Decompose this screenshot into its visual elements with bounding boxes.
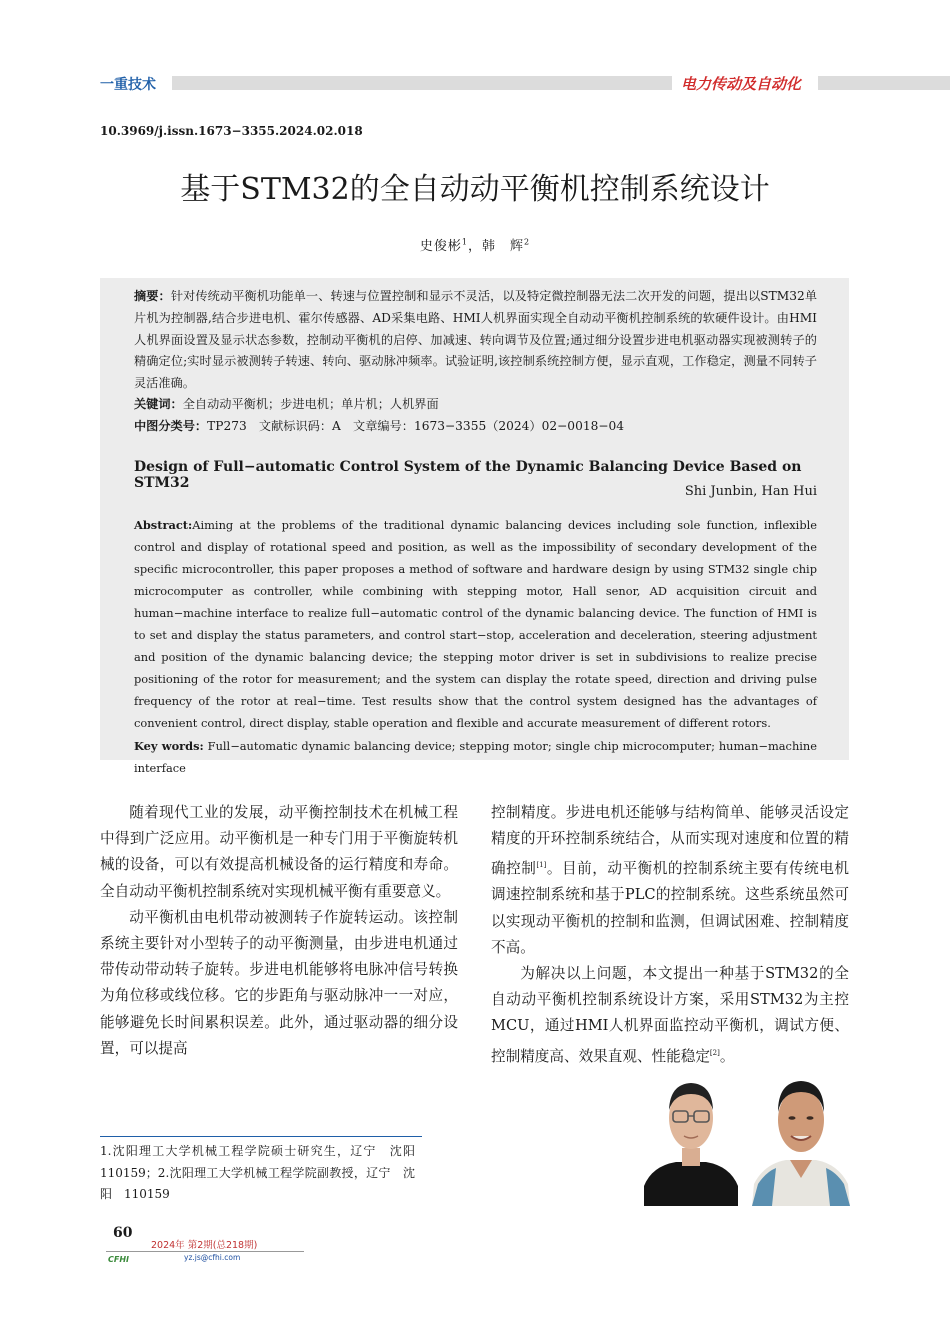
en-abstract-text: Aiming at the problems of the traditional dynamic balancing devices including sole function, inflexible control and display of rotational speed and position, as well as the impossibility of secondary development of the specific microcontroller, this paper proposes a method of software and hardware design by using STM32 single chip microcomputer as controller, while combining with stepping motor, Hall senor, AD acquisition circuit and human−machine interface to realize full−automatic control of the dynamic balancing device. The function of HMI is to set and display the status parameters, and control start−stop, acceleration and deceleration, steering adjustment and position of the dynamic balancing device; the stepping motor driver is set in subdivisions to realize precise positioning of the rotor for measurement; and the system can display the rotate speed, direction and driving pulse frequency of the rotor at real−time. Test results show that the control system designed has the advantages of convenient control, direct display, stable operation and flexible and accurate measurement of different rotors. <box>134 518 817 730</box>
publisher-logo: CFHI <box>108 1255 130 1264</box>
section-label: 一重技术 <box>100 77 156 93</box>
cn-keywords-text: 全自动动平衡机；步进电机；单片机；人机界面 <box>182 397 439 411</box>
body-paragraph-3a: 控制精度。步进电机还能够与结构简单、能够灵活设定精度的开环控制系统结合，从而实现对速度和位置的精确控制 <box>491 804 849 878</box>
cn-keywords <box>134 394 817 416</box>
footnote-affiliations: 1.沈阳理工大学机械工程学院硕士研究生，辽宁 沈阳 110159；2.沈阳理工大学机械工程学院副教授，辽宁 沈阳 110159 <box>100 1144 428 1201</box>
issue-info: 2024年 第2期(总218期) <box>151 1240 258 1251</box>
contact-email[interactable]: yz.js@cfhi.com <box>184 1253 241 1262</box>
citation-2[interactable]: [2] <box>709 1048 720 1057</box>
author-2-affil: 2 <box>524 237 531 247</box>
author-separator: ， <box>467 239 482 254</box>
body-paragraph-4b: 。 <box>719 1047 735 1065</box>
body-column-left <box>100 800 458 1062</box>
body-paragraph-4 <box>491 961 849 1070</box>
header-bar-right <box>818 76 950 90</box>
body-column-right <box>491 800 849 1070</box>
footnote-rule <box>100 1136 422 1137</box>
authors <box>100 235 850 254</box>
cn-classification-label: 中图分类号： <box>134 419 208 433</box>
paper-title: 基于STM32的全自动动平衡机控制系统设计 <box>180 172 770 207</box>
doi: 10.3969/j.issn.1673−3355.2024.02.018 <box>100 124 363 138</box>
column-label: 电力传动及自动化 <box>681 75 802 93</box>
author-1-affil: 1 <box>461 237 468 247</box>
author-2: 韩 辉 <box>482 239 525 254</box>
cn-classification <box>134 416 817 438</box>
cn-keywords-label: 关键词： <box>134 397 183 411</box>
cn-abstract-text: 针对传统动平衡机功能单一、转速与位置控制和显示不灵活，以及特定微控制器无法二次开发的问题，提出以STM32单片机为控制器,结合步进电机、霍尔传感器、AD采集电路、HMI人机界面实现全自动动平衡机控制系统的软硬件设计。由HMI人机界面设置及显示状态参数，控制动平衡机的启停、加减速、转向调节及位置;通过细分设置步进电机驱动器实现被测转子的精确定位;实时显示被测转子转速、转向、驱动脉冲频率。试验证明,该控制系统控制方便，显示直观，工作稳定，测量不同转子灵活准确。 <box>134 289 818 391</box>
cn-abstract-label: 摘要： <box>134 289 171 303</box>
en-title: Design of Full−automatic Control System of the Dynamic Balancing Device Based on STM32 <box>134 459 802 491</box>
footer-rule <box>106 1251 304 1252</box>
body-paragraph-1: 随着现代工业的发展，动平衡控制技术在机械工程中得到广泛应用。动平衡机是一种专门用于平衡旋转机械的设备，可以有效提高机械设备的运行精度和寿命。全自动动平衡机控制系统对实现机械平衡有重要意义。 <box>100 804 458 900</box>
en-keywords-text: Full−automatic dynamic balancing device; stepping motor; single chip microcomputer; human−machine interface <box>134 739 817 775</box>
en-keywords-label: Key words: <box>134 739 204 753</box>
author-photo-2-image <box>752 1068 850 1206</box>
en-abstract-label: Abstract: <box>134 518 193 532</box>
en-abstract <box>134 514 817 734</box>
page-number: 60 <box>113 1225 133 1241</box>
body-paragraph-4a: 为解决以上问题，本文提出一种基于STM32的全自动动平衡机控制系统设计方案，采用STM32为主控MCU，通过HMI人机界面监控动平衡机，调试方便、控制精度高、效果直观、性能稳定 <box>491 965 849 1065</box>
cn-classification-text: TP273 文献标识码：A 文章编号：1673−3355（2024）02−0018−04 <box>207 419 625 433</box>
author-photo-2 <box>752 1068 850 1206</box>
author-photo-1-image <box>642 1068 740 1206</box>
body-paragraph-2: 动平衡机由电机带动被测转子作旋转运动。该控制系统主要针对小型转子的动平衡测量，由步进电机通过带传动带动转子旋转。步进电机能够将电脉冲信号转换为角位移或线位移。它的步距角与驱动脉冲一一对应，能够避免长时间累积误差。此外，通过驱动器的细分设置，可以提高 <box>100 908 458 1057</box>
en-keywords <box>134 735 817 779</box>
citation-1[interactable]: [1] <box>536 861 547 870</box>
author-photo-1 <box>642 1068 740 1206</box>
body-paragraph-3 <box>491 800 849 961</box>
cn-abstract <box>134 286 817 395</box>
body-paragraph-3b: 。目前，动平衡机的控制系统主要有传统电机调速控制系统和基于PLC的控制系统。这些系统虽然可以实现动平衡机的控制和监测，但调试困难、控制精度不高。 <box>491 860 849 956</box>
author-1: 史俊彬 <box>419 239 462 254</box>
en-authors: Shi Junbin, Han Hui <box>684 484 817 499</box>
header-bar <box>172 76 672 90</box>
